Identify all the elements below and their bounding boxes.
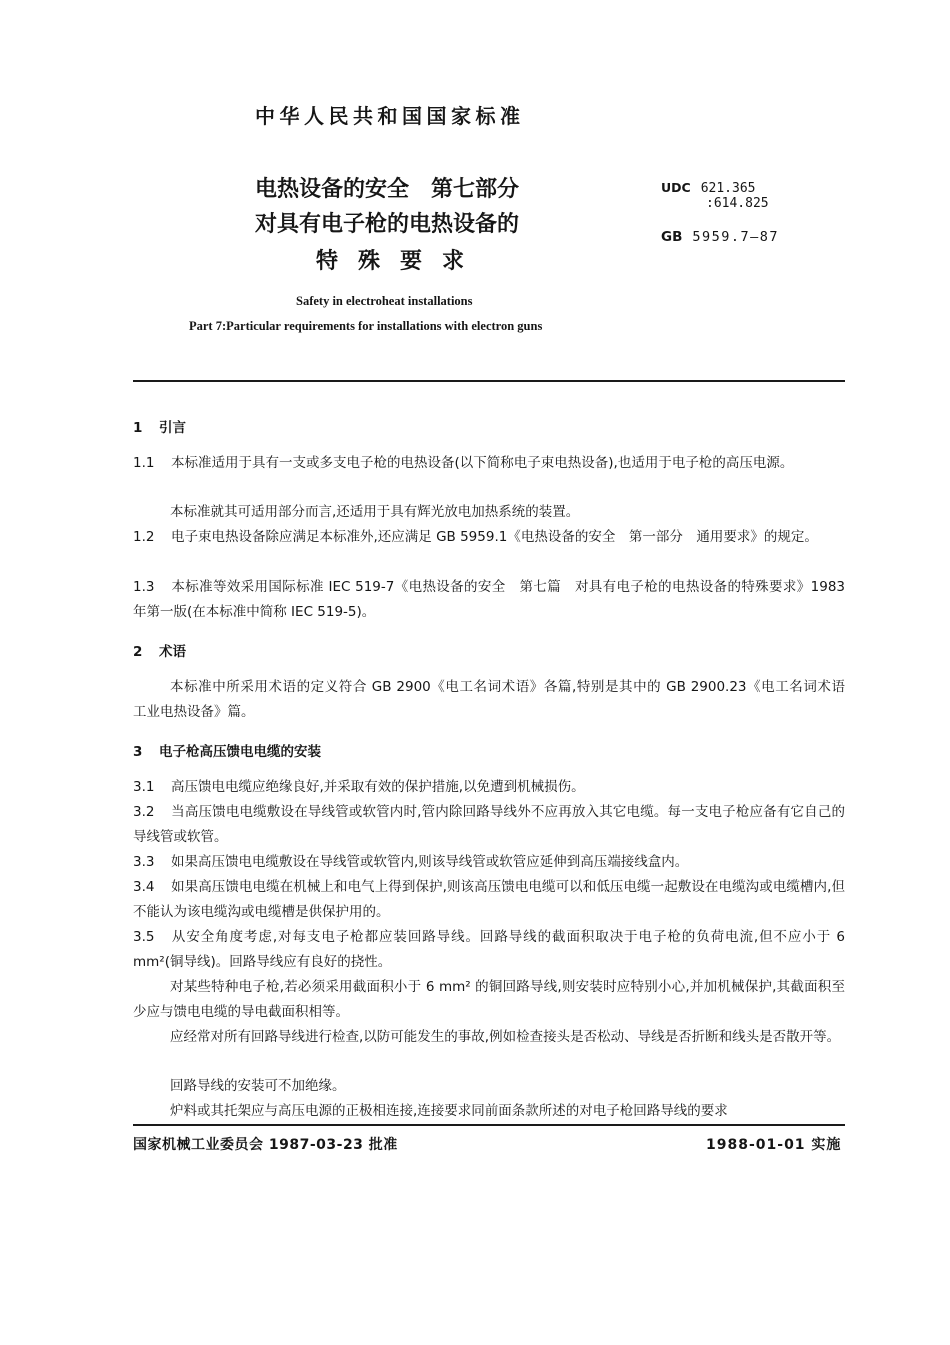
title-line-2: 对具有电子枪的电热设备的: [255, 212, 520, 237]
clause-1-1-paragraph: 本标准就其可适用部分而言,还适用于具有辉光放电加热系统的装置。: [170, 504, 580, 520]
udc-code: [661, 180, 756, 197]
clause-3-5-paragraph-4: 回路导线的安装可不加绝缘。: [170, 1078, 346, 1094]
udc-value-2: :614.825: [706, 196, 769, 211]
clause-3-5-paragraph-5: 炉料或其托架应与高压电源的正极相连接,连接要求同前面条款所述的对电子枪回路导线的要求: [170, 1103, 728, 1119]
clause-3-5-paragraph-3: 应经常对所有回路导线进行检查,以防可能发生的事故,例如检查接头是否松动、导线是否折断和线头是否散开等。: [170, 1029, 841, 1045]
udc-label: UDC: [661, 180, 691, 195]
clause-1-3: 1.3 本标准等效采用国际标准 IEC 519-7《电热设备的安全 第七篇 对具有电子枪的电热设备的特殊要求》1983 年第一版(在本标准中简称 IEC 519-5)。: [133, 579, 845, 620]
clause-1-1: 1.1 本标准适用于具有一支或多支电子枪的电热设备(以下简称电子束电热设备),也适用于电子枪的高压电源。: [133, 455, 794, 471]
title-line-3: 特殊要求: [316, 249, 485, 274]
footer-divider: [133, 1124, 845, 1126]
title-line-1: 电热设备的安全 第七部分: [255, 177, 520, 202]
header-divider: [133, 380, 845, 382]
clause-3-5-paragraph-2: 对某些特种电子枪,若必须采用截面积小于 6 mm² 的铜回路导线,则安装时应特别小心,并加机械保护,其截面积至少应与馈电电缆的导电截面积相等。: [133, 979, 845, 1020]
clause-3-3: 3.3 如果高压馈电电缆敷设在导线管或软管内,则该导线管或软管应延伸到高压端接线盒内。: [133, 854, 689, 870]
clause-3-4: 3.4 如果高压馈电电缆在机械上和电气上得到保护,则该高压馈电电缆可以和低压电缆一起敷设在电缆沟或电缆槽内,但不能认为该电缆沟或电缆槽是供保护用的。: [133, 879, 845, 920]
english-title-1: Safety in electroheat installations: [296, 294, 473, 308]
clause-3-2: 3.2 当高压馈电电缆敷设在导线管或软管内时,管内除回路导线外不应再放入其它电缆。每一支电子枪应备有它自己的导线管或软管。: [133, 804, 845, 845]
gb-number: [661, 229, 779, 245]
section-heading: 1 引言: [133, 420, 186, 436]
gb-value: 5959.7—87: [692, 229, 780, 245]
issuer-heading: 中华人民共和国国家标准: [255, 104, 525, 128]
udc-value-1: 621.365: [700, 181, 756, 196]
approval-date: 国家机械工业委员会 1987-03-23 批准: [133, 1137, 398, 1153]
section-heading: 2 术语: [133, 644, 186, 660]
clause-3-5: 3.5 从安全角度考虑,对每支电子枪都应装回路导线。回路导线的截面积取决于电子枪的负荷电流,但不应小于 6 mm²(铜导线)。回路导线应有良好的挠性。: [133, 929, 845, 970]
gb-label: GB: [661, 229, 683, 245]
section-heading: 3 电子枪高压馈电电缆的安装: [133, 744, 321, 760]
clause-2-paragraph: 本标准中所采用术语的定义符合 GB 2900《电工名词术语》各篇,特别是其中的 GB 2900.23《电工名词术语 工业电热设备》篇。: [133, 679, 859, 720]
clause-1-2: 1.2 电子束电热设备除应满足本标准外,还应满足 GB 5959.1《电热设备的安全 第一部分 通用要求》的规定。: [133, 529, 818, 545]
english-title-2: Part 7:Particular requirements for installations with electron guns: [189, 319, 543, 333]
effective-date: 1988-01-01 实施: [706, 1137, 842, 1153]
clause-3-1: 3.1 高压馈电电缆应绝缘良好,并采取有效的保护措施,以免遭到机械损伤。: [133, 779, 585, 795]
